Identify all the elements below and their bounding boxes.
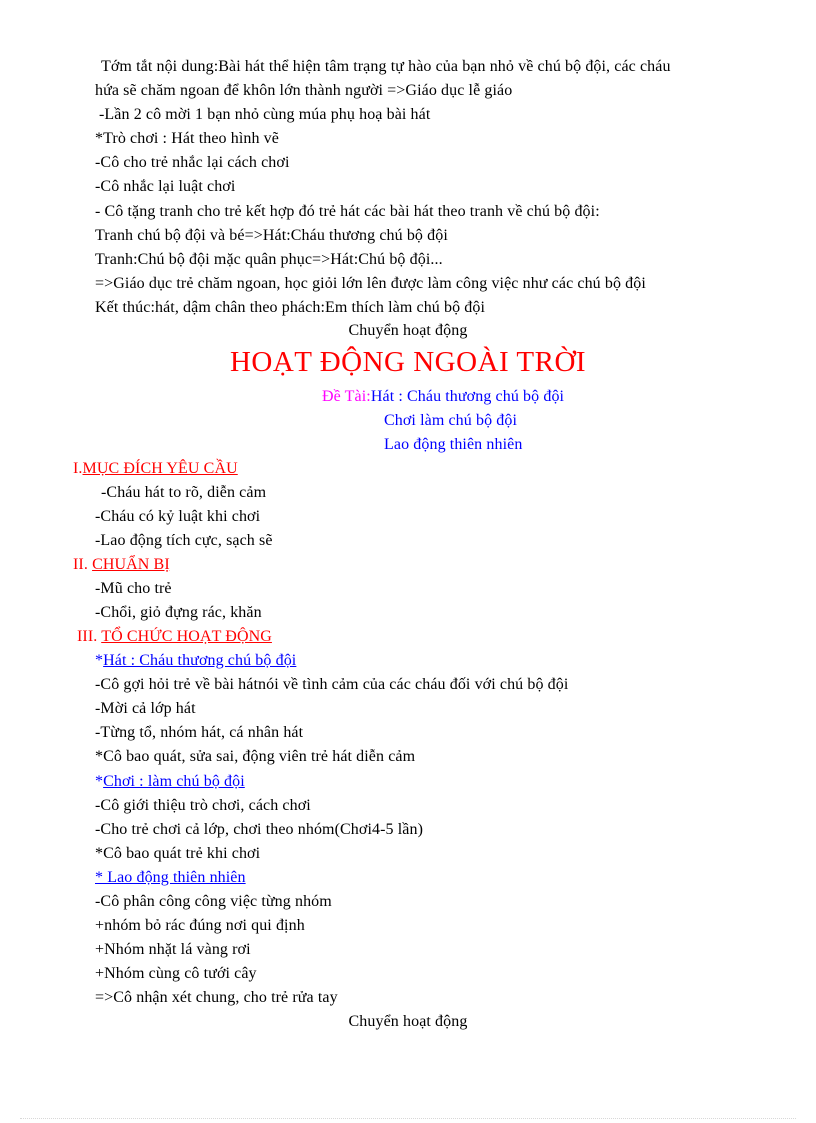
section-1-heading xyxy=(73,459,238,479)
transition-label-2: Chuyển hoạt động xyxy=(348,1013,468,1030)
section-3-title: TỔ CHỨC HOẠT ĐỘNG xyxy=(101,628,272,645)
subsection-labor-item: +Nhóm nhặt lá vàng rơi xyxy=(95,941,251,958)
intro-line-8: Tranh chú bộ đội và bé=>Hát:Cháu thương chú bộ đội xyxy=(95,227,448,244)
intro-line-5: -Cô cho trẻ nhắc lại cách chơi xyxy=(95,154,290,171)
subsection-labor-item: +nhóm bỏ rác đúng nơi qui định xyxy=(95,917,305,934)
page-title: HOẠT ĐỘNG NGOÀI TRỜI xyxy=(229,346,587,378)
section-1-item: -Lao động tích cực, sạch sẽ xyxy=(95,532,273,549)
subsection-play-item: *Cô bao quát trẻ khi chơi xyxy=(95,845,261,862)
section-2-heading xyxy=(73,555,170,575)
intro-line-6: -Cô nhắc lại luật chơi xyxy=(95,178,236,195)
section-1-prefix: I. xyxy=(73,460,83,477)
subsection-labor-item: +Nhóm cùng cô tưới cây xyxy=(95,965,257,982)
section-2-title: CHUẨN BỊ xyxy=(92,556,170,573)
subsection-sing-star: * xyxy=(95,652,104,669)
transition-label-1: Chuyển hoạt động xyxy=(348,322,468,339)
section-1-item: -Cháu hát to rõ, diễn cảm xyxy=(101,484,267,501)
section-3-heading xyxy=(77,627,272,647)
subsection-play-item: -Cho trẻ chơi cả lớp, chơi theo nhóm(Chơi4-5 lần) xyxy=(95,821,424,838)
intro-line-4: *Trò chơi : Hát theo hình vẽ xyxy=(95,130,279,147)
topic-label: Đề Tài: xyxy=(322,388,371,405)
intro-line-3: -Lần 2 cô mời 1 bạn nhỏ cùng múa phụ hoạ bài hát xyxy=(99,106,431,123)
topic-item-2: Chơi làm chú bộ đội xyxy=(384,412,518,429)
subsection-sing-item: -Mời cả lớp hát xyxy=(95,700,196,717)
subsection-sing-item: *Cô bao quát, sửa sai, động viên trẻ hát diễn cảm xyxy=(95,748,416,765)
topic-line-1 xyxy=(322,387,564,407)
subsection-sing-heading xyxy=(95,651,296,671)
intro-line-7: - Cô tặng tranh cho trẻ kết hợp đó trẻ hát các bài hát theo tranh về chú bộ đội: xyxy=(95,203,600,220)
subsection-play-item: -Cô giới thiệu trò chơi, cách chơi xyxy=(95,797,311,814)
page-bottom-divider xyxy=(20,1118,796,1119)
section-1-title: MỤC ĐÍCH YÊU CẦU xyxy=(82,460,238,477)
intro-line-10: =>Giáo dục trẻ chăm ngoan, học giỏi lớn lên được làm công việc như các chú bộ đội xyxy=(95,275,646,292)
subsection-play-star: * xyxy=(95,773,104,790)
summary-line-1: Tớm tắt nội dung:Bài hát thể hiện tâm trạng tự hào của bạn nhỏ về chú bộ đội, các cháu xyxy=(101,58,671,75)
topic-item-3: Lao động thiên nhiên xyxy=(384,436,523,453)
intro-line-9: Tranh:Chú bộ đội mặc quân phục=>Hát:Chú bộ đội... xyxy=(95,251,443,268)
subsection-labor-item: =>Cô nhận xét chung, cho trẻ rửa tay xyxy=(95,989,338,1006)
subsection-sing-title: Hát : Cháu thương chú bộ đội xyxy=(103,652,297,669)
section-1-item: -Cháu có kỷ luật khi chơi xyxy=(95,508,261,525)
subsection-labor-item: -Cô phân công công việc từng nhóm xyxy=(95,893,332,910)
subsection-play-title: Chơi : làm chú bộ đội xyxy=(103,773,245,790)
subsection-play-heading xyxy=(95,772,245,792)
subsection-sing-item: -Từng tổ, nhóm hát, cá nhân hát xyxy=(95,724,304,741)
summary-line-2: hứa sẽ chăm ngoan để khôn lớn thành người =>Giáo dục lễ giáo xyxy=(95,82,513,99)
intro-line-11: Kết thúc:hát, dậm chân theo phách:Em thích làm chú bộ đội xyxy=(95,299,486,316)
section-3-prefix: III. xyxy=(77,628,102,645)
section-2-item: -Mũ cho trẻ xyxy=(95,580,172,597)
topic-item-1: Hát : Cháu thương chú bộ đội xyxy=(370,388,565,405)
subsection-sing-item: -Cô gợi hỏi trẻ về bài hátnói về tình cảm của các cháu đối với chú bộ đội xyxy=(95,676,569,693)
subsection-labor-heading: * Lao động thiên nhiên xyxy=(95,869,246,886)
section-2-item: -Chổi, giỏ đựng rác, khăn xyxy=(95,604,262,621)
section-2-prefix: II. xyxy=(73,556,93,573)
